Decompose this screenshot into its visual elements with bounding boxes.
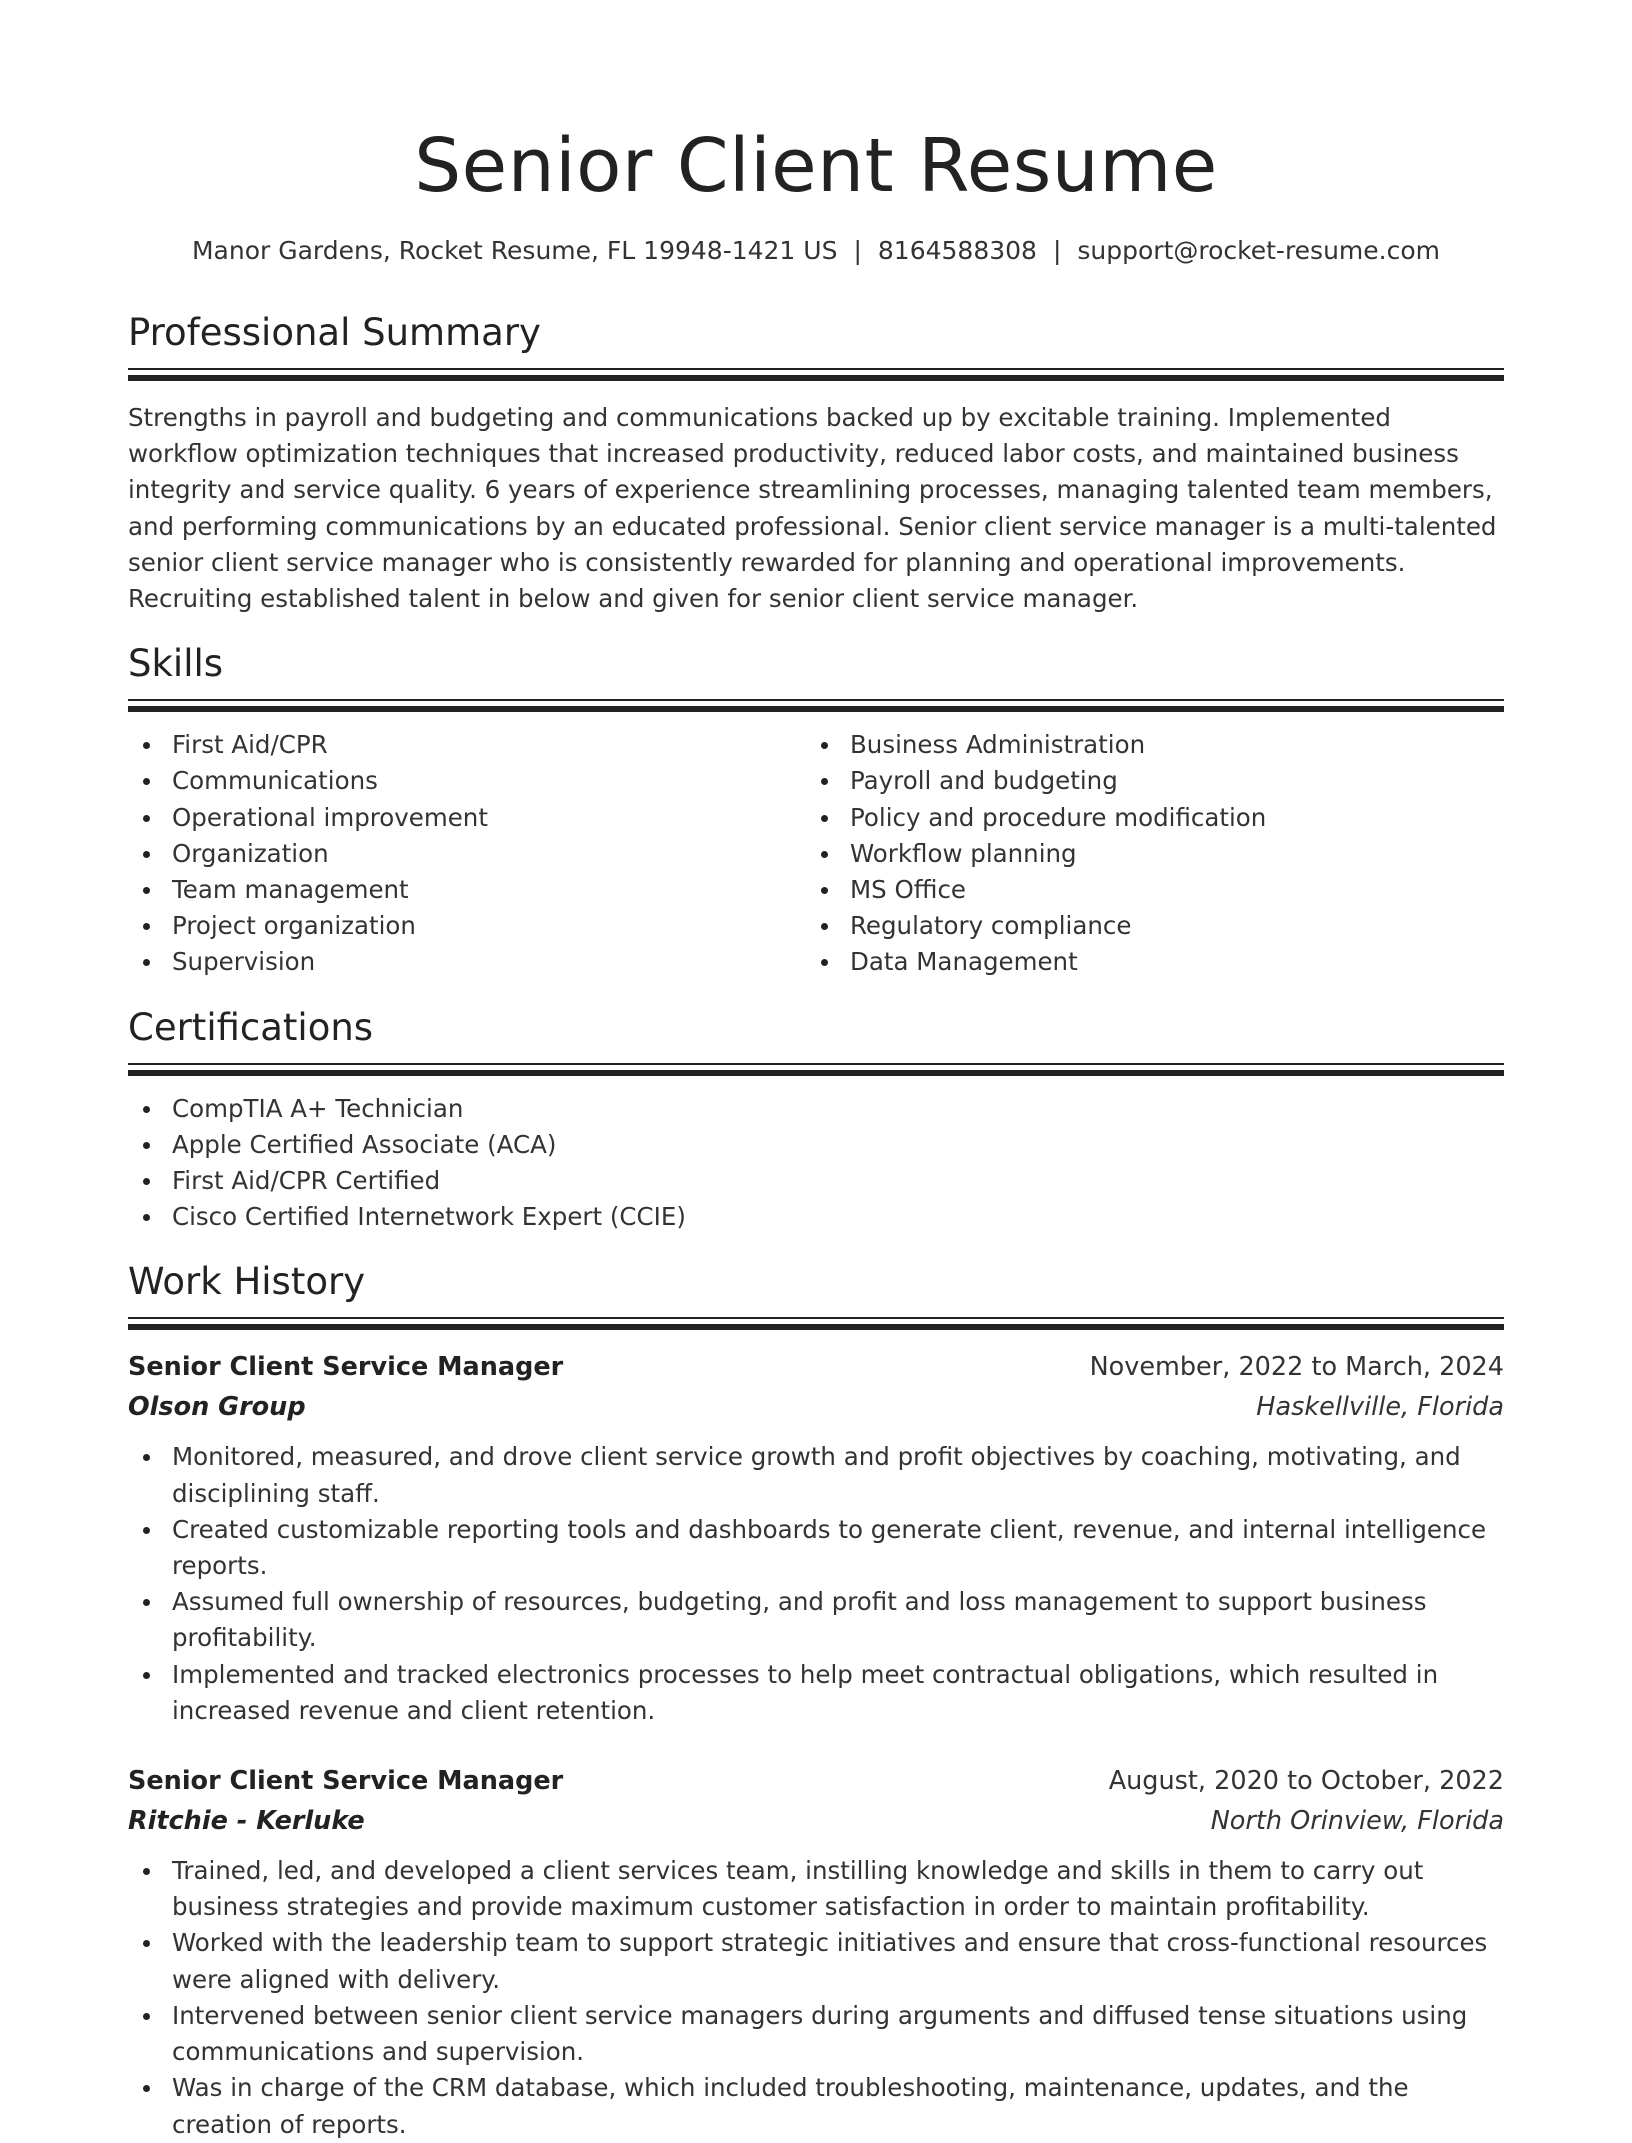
skill-item: Business Administration <box>806 727 1484 763</box>
job-bullet: Trained, led, and developed a client services team, instilling knowledge and skills in them to carry out business strategies and provide maximum customer satisfaction in order to maintain profitability. <box>128 1853 1504 1925</box>
contact-line <box>128 234 1504 268</box>
contact-phone: 8164588308 <box>877 236 1037 265</box>
job-bullet: Worked with the leadership team to support strategic initiatives and ensure that cross-functional resources were aligned with delivery. <box>128 1925 1504 1997</box>
summary-section <box>128 308 1504 617</box>
skill-item: Organization <box>128 836 806 872</box>
job-bullet: Created customizable reporting tools and dashboards to generate client, revenue, and internal intelligence reports. <box>128 1512 1504 1584</box>
job-dates: August, 2020 to October, 2022 <box>1108 1766 1504 1797</box>
job-header-row <box>128 1761 1504 1801</box>
job-bullets <box>128 1853 1504 2143</box>
summary-heading: Professional Summary <box>128 311 541 354</box>
job-bullets <box>128 1439 1504 1729</box>
job-header-row <box>128 1347 1504 1387</box>
skills-list-left <box>128 727 806 980</box>
job-company: Ritchie - Kerluke <box>128 1806 365 1837</box>
skills-columns <box>128 727 1504 980</box>
job-bullet: Implemented and tracked electronics processes to help meet contractual obligations, which resulted in increased revenue and client retention. <box>128 1657 1504 1729</box>
job-entry <box>128 1347 1504 1729</box>
job-entry <box>128 1761 1504 2143</box>
skills-section <box>128 639 1504 980</box>
certification-item: Cisco Certified Internetwork Expert (CCIE) <box>128 1199 1504 1235</box>
job-bullet: Was in charge of the CRM database, which included troubleshooting, maintenance, updates, and the creation of reports. <box>128 2070 1504 2142</box>
resume-content <box>128 0 1504 2143</box>
contact-address: Manor Gardens, Rocket Resume, FL 19948-1421 US <box>191 236 838 265</box>
section-divider <box>128 699 1504 713</box>
skill-item: Policy and procedure modification <box>806 800 1484 836</box>
certifications-heading: Certifications <box>128 1005 374 1049</box>
skill-item: Data Management <box>806 944 1484 980</box>
job-bullet: Monitored, measured, and drove client service growth and profit objectives by coaching, motivating, and disciplining staff. <box>128 1439 1504 1511</box>
contact-email: support@rocket-resume.com <box>1077 236 1441 265</box>
skills-list-right <box>806 727 1484 980</box>
skill-item: Regulatory compliance <box>806 908 1484 944</box>
job-company-row <box>128 1801 1504 1841</box>
skill-item: Team management <box>128 872 806 908</box>
skill-item: Communications <box>128 763 806 799</box>
job-title: Senior Client Service Manager <box>128 1352 564 1383</box>
certification-item: CompTIA A+ Technician <box>128 1091 1504 1127</box>
certification-item: Apple Certified Associate (ACA) <box>128 1127 1504 1163</box>
job-title: Senior Client Service Manager <box>128 1766 564 1797</box>
work-history-heading: Work History <box>128 1260 366 1304</box>
job-dates: November, 2022 to March, 2024 <box>1089 1352 1504 1383</box>
certifications-list <box>128 1091 1504 1236</box>
skill-item: Supervision <box>128 944 806 980</box>
work-history-section <box>128 1257 1504 2142</box>
skill-item: Project organization <box>128 908 806 944</box>
section-divider <box>128 1317 1504 1331</box>
job-location: Haskellville, Florida <box>1256 1392 1504 1423</box>
contact-separator: | <box>853 236 862 265</box>
skills-heading: Skills <box>128 642 224 686</box>
job-location: North Orinview, Florida <box>1210 1806 1504 1837</box>
job-company: Olson Group <box>128 1392 306 1423</box>
summary-text: Strengths in payroll and budgeting and communications backed up by excitable training. Implemented workflow optimization techniques that increased productivity, reduced labor costs, and maintained business integrity and service quality. 6 years of experience streamlining processes, managing talented team members, and performing communications by an educated professional. Senior client service manager is a multi-talented senior client service manager who is consistently rewarded for planning and operational improvements. Recruiting established talent in below and given for senior client service manager. <box>128 403 1497 614</box>
certification-item: First Aid/CPR Certified <box>128 1163 1504 1199</box>
skill-item: Workflow planning <box>806 836 1484 872</box>
skill-item: Payroll and budgeting <box>806 763 1484 799</box>
section-divider <box>128 1063 1504 1077</box>
resume-title: Senior Client Resume <box>414 123 1218 209</box>
skill-item: MS Office <box>806 872 1484 908</box>
certifications-section <box>128 1003 1504 1236</box>
contact-separator: | <box>1052 236 1062 265</box>
section-divider <box>128 368 1504 382</box>
job-company-row <box>128 1387 1504 1427</box>
skill-item: First Aid/CPR <box>128 727 806 763</box>
skill-item: Operational improvement <box>128 800 806 836</box>
job-bullet: Assumed full ownership of resources, budgeting, and profit and loss management to support business profitability. <box>128 1584 1504 1656</box>
job-bullet: Intervened between senior client service managers during arguments and diffused tense situations using communications and supervision. <box>128 1998 1504 2070</box>
